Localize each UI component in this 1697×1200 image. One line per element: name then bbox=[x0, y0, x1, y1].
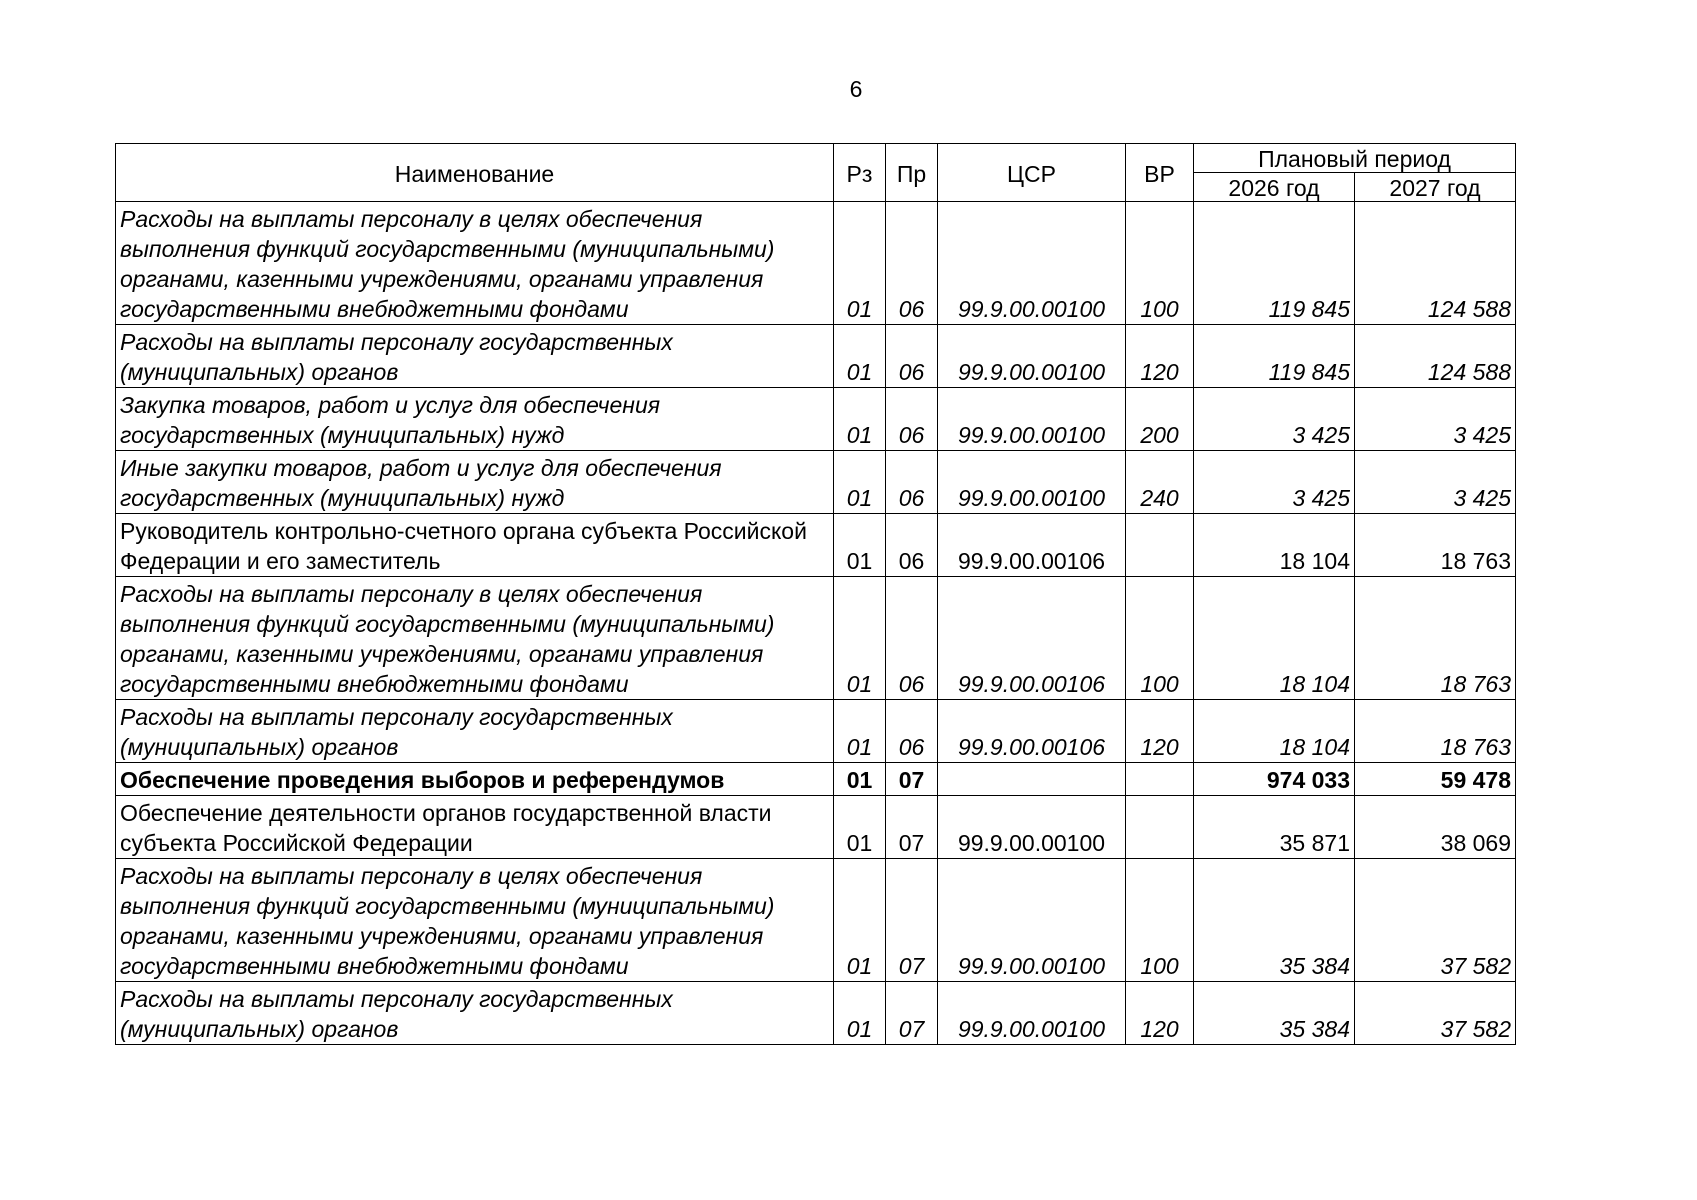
table-row bbox=[116, 388, 1516, 451]
row-value-2026: 3 425 bbox=[1194, 451, 1355, 514]
row-vr: 200 bbox=[1126, 388, 1194, 451]
row-name: Обеспечение проведения выборов и референдумов bbox=[116, 763, 834, 796]
row-csr: 99.9.00.00106 bbox=[938, 700, 1126, 763]
row-rz: 01 bbox=[834, 796, 886, 859]
row-csr: 99.9.00.00100 bbox=[938, 325, 1126, 388]
row-value-2026: 3 425 bbox=[1194, 388, 1355, 451]
row-value-2027: 18 763 bbox=[1355, 700, 1516, 763]
row-pr: 06 bbox=[886, 202, 938, 325]
row-rz: 01 bbox=[834, 700, 886, 763]
row-csr: 99.9.00.00100 bbox=[938, 388, 1126, 451]
row-pr: 06 bbox=[886, 514, 938, 577]
row-name: Расходы на выплаты персоналу государственных (муниципальных) органов bbox=[116, 982, 834, 1045]
table-row bbox=[116, 763, 1516, 796]
row-value-2026: 35 384 bbox=[1194, 859, 1355, 982]
header-csr: ЦСР bbox=[938, 144, 1126, 202]
row-vr: 240 bbox=[1126, 451, 1194, 514]
row-rz: 01 bbox=[834, 577, 886, 700]
row-name: Закупка товаров, работ и услуг для обеспечения государственных (муниципальных) нужд bbox=[116, 388, 834, 451]
row-vr: 100 bbox=[1126, 859, 1194, 982]
row-value-2027: 3 425 bbox=[1355, 388, 1516, 451]
page-number: 6 bbox=[849, 76, 863, 102]
row-value-2026: 35 871 bbox=[1194, 796, 1355, 859]
row-name: Расходы на выплаты персоналу государственных (муниципальных) органов bbox=[116, 325, 834, 388]
row-csr: 99.9.00.00100 bbox=[938, 451, 1126, 514]
row-pr: 06 bbox=[886, 325, 938, 388]
row-rz: 01 bbox=[834, 451, 886, 514]
budget-table bbox=[115, 143, 1516, 1045]
table-row bbox=[116, 451, 1516, 514]
row-pr: 07 bbox=[886, 763, 938, 796]
row-value-2027: 18 763 bbox=[1355, 514, 1516, 577]
row-pr: 06 bbox=[886, 577, 938, 700]
row-value-2026: 974 033 bbox=[1194, 763, 1355, 796]
row-value-2026: 18 104 bbox=[1194, 514, 1355, 577]
row-value-2026: 35 384 bbox=[1194, 982, 1355, 1045]
row-rz: 01 bbox=[834, 763, 886, 796]
header-planned-period: Плановый период bbox=[1194, 144, 1516, 173]
row-value-2027: 37 582 bbox=[1355, 859, 1516, 982]
row-rz: 01 bbox=[834, 982, 886, 1045]
row-csr bbox=[938, 763, 1126, 796]
row-vr bbox=[1126, 763, 1194, 796]
row-rz: 01 bbox=[834, 859, 886, 982]
row-csr: 99.9.00.00106 bbox=[938, 577, 1126, 700]
row-vr bbox=[1126, 796, 1194, 859]
row-pr: 07 bbox=[886, 982, 938, 1045]
row-rz: 01 bbox=[834, 325, 886, 388]
table-row bbox=[116, 982, 1516, 1045]
table-row bbox=[116, 859, 1516, 982]
row-name: Расходы на выплаты персоналу в целях обеспечения выполнения функций государственными (муниципальными) органами, казенными учреждениями, органами управления государственными внебюджетными фондами bbox=[116, 859, 834, 982]
row-name: Расходы на выплаты персоналу в целях обеспечения выполнения функций государственными (муниципальными) органами, казенными учреждениями, органами управления государственными внебюджетными фондами bbox=[116, 202, 834, 325]
row-rz: 01 bbox=[834, 388, 886, 451]
header-year-2027: 2027 год bbox=[1355, 173, 1516, 202]
row-csr: 99.9.00.00100 bbox=[938, 796, 1126, 859]
header-row bbox=[116, 144, 1516, 173]
row-value-2027: 37 582 bbox=[1355, 982, 1516, 1045]
row-vr bbox=[1126, 514, 1194, 577]
row-rz: 01 bbox=[834, 514, 886, 577]
table-row bbox=[116, 796, 1516, 859]
header-year-2026: 2026 год bbox=[1194, 173, 1355, 202]
row-value-2026: 18 104 bbox=[1194, 700, 1355, 763]
row-value-2027: 18 763 bbox=[1355, 577, 1516, 700]
row-value-2027: 38 069 bbox=[1355, 796, 1516, 859]
row-pr: 06 bbox=[886, 700, 938, 763]
header-pr: Пр bbox=[886, 144, 938, 202]
table-row bbox=[116, 577, 1516, 700]
row-value-2026: 18 104 bbox=[1194, 577, 1355, 700]
table-row bbox=[116, 202, 1516, 325]
row-pr: 07 bbox=[886, 796, 938, 859]
row-value-2027: 124 588 bbox=[1355, 325, 1516, 388]
row-vr: 120 bbox=[1126, 325, 1194, 388]
row-name: Расходы на выплаты персоналу в целях обеспечения выполнения функций государственными (муниципальными) органами, казенными учреждениями, органами управления государственными внебюджетными фондами bbox=[116, 577, 834, 700]
row-rz: 01 bbox=[834, 202, 886, 325]
row-value-2027: 124 588 bbox=[1355, 202, 1516, 325]
row-name: Иные закупки товаров, работ и услуг для обеспечения государственных (муниципальных) нужд bbox=[116, 451, 834, 514]
table-row bbox=[116, 700, 1516, 763]
row-vr: 100 bbox=[1126, 202, 1194, 325]
row-value-2026: 119 845 bbox=[1194, 202, 1355, 325]
row-csr: 99.9.00.00100 bbox=[938, 859, 1126, 982]
row-csr: 99.9.00.00100 bbox=[938, 982, 1126, 1045]
header-name: Наименование bbox=[116, 144, 834, 202]
row-value-2027: 59 478 bbox=[1355, 763, 1516, 796]
row-name: Руководитель контрольно-счетного органа субъекта Российской Федерации и его заместитель bbox=[116, 514, 834, 577]
row-pr: 06 bbox=[886, 388, 938, 451]
row-csr: 99.9.00.00106 bbox=[938, 514, 1126, 577]
row-pr: 06 bbox=[886, 451, 938, 514]
table-row bbox=[116, 514, 1516, 577]
header-rz: Рз bbox=[834, 144, 886, 202]
row-vr: 100 bbox=[1126, 577, 1194, 700]
row-value-2026: 119 845 bbox=[1194, 325, 1355, 388]
row-value-2027: 3 425 bbox=[1355, 451, 1516, 514]
row-name: Обеспечение деятельности органов государственной власти субъекта Российской Федерации bbox=[116, 796, 834, 859]
row-name: Расходы на выплаты персоналу государственных (муниципальных) органов bbox=[116, 700, 834, 763]
header-vr: ВР bbox=[1126, 144, 1194, 202]
row-vr: 120 bbox=[1126, 700, 1194, 763]
table-row bbox=[116, 325, 1516, 388]
row-csr: 99.9.00.00100 bbox=[938, 202, 1126, 325]
row-pr: 07 bbox=[886, 859, 938, 982]
row-vr: 120 bbox=[1126, 982, 1194, 1045]
